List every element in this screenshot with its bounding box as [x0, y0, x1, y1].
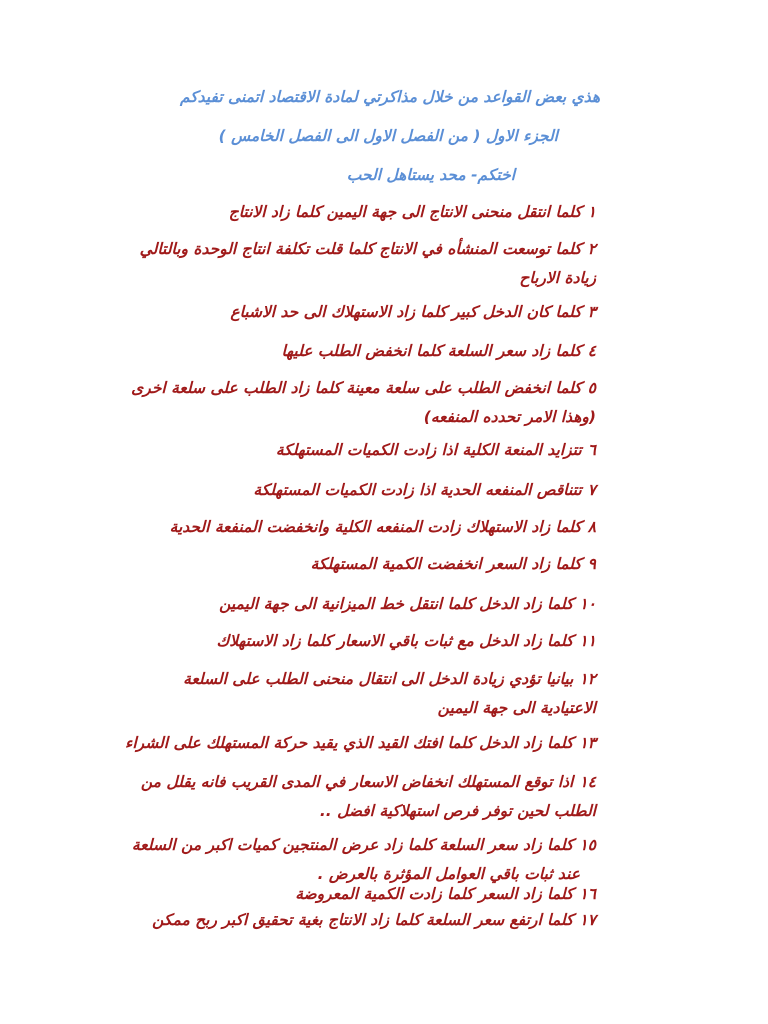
rule-item-12: ١٢بيانيا تؤدي زيادة الدخل الى انتقال منحنى الطلب على السلعة الاعتيادية الى جهة اليمين: [183, 670, 596, 717]
rule-item-16: ١٦كلما زاد السعر كلما زادت الكمية المعروضة: [295, 885, 596, 903]
rule-item-10: ١٠كلما زاد الدخل كلما انتقل خط الميزانية الى جهة اليمين: [219, 595, 596, 613]
rule-item-2: ٢كلما توسعت المنشأه في الانتاج كلما قلت تكلفة انتاج الوحدة وبالتالي زيادة الارباح: [139, 240, 596, 287]
rule-item-6: ٦تتزايد المنعة الكلية اذا زادت الكميات المستهلكة: [275, 441, 596, 459]
rule-item-17: ١٧كلما ارتفع سعر السلعة كلما زاد الانتاج بغية تحقيق اكبر ربح ممكن: [152, 911, 596, 929]
rule-item-14: ١٤اذا توقع المستهلك انخفاض الاسعار في المدى القريب فانه يقلل من الطلب لحين توفر فرص استهلاكية افضل ..: [140, 773, 596, 820]
rule-item-15: ١٥كلما زاد سعر السلعة كلما زاد عرض المنتجين كميات اكبر من السلعة عند ثبات باقي العوامل المؤثرة بالعرض .: [131, 836, 596, 883]
author-signature: اختكم- محد يستاهل الحب: [346, 166, 515, 184]
rule-item-13: ١٣كلما زاد الدخل كلما افتك القيد الذي يقيد حركة المستهلك على الشراء: [125, 734, 596, 752]
document-subtitle: الجزء الاول ( من الفصل الاول الى الفصل الخامس ): [218, 127, 558, 145]
rule-item-5: ٥كلما انخفض الطلب على سلعة معينة كلما زاد الطلب على سلعة اخرى (وهذا الامر تحدده المنفعه): [131, 379, 596, 426]
rule-item-7: ٧تتناقص المنفعه الحدية اذا زادت الكميات المستهلكة: [253, 481, 596, 499]
rule-item-9: ٩كلما زاد السعر انخفضت الكمية المستهلكة: [310, 555, 596, 573]
rule-item-1: ١كلما انتقل منحنى الانتاج الى جهة اليمين كلما زاد الانتاج: [228, 203, 596, 221]
rule-item-8: ٨كلما زاد الاستهلاك زادت المنفعه الكلية وانخفضت المنفعة الحدية: [169, 518, 596, 536]
rule-item-11: ١١كلما زاد الدخل مع ثبات باقي الاسعار كلما زاد الاستهلاك: [216, 632, 596, 650]
document-title: هذي بعض القواعد من خلال مذاكرتي لمادة الاقتصاد اتمنى تفيدكم: [179, 88, 600, 106]
rule-item-3: ٣كلما كان الدخل كبير كلما زاد الاستهلاك الى حد الاشباع: [230, 303, 596, 321]
rule-item-4: ٤كلما زاد سعر السلعة كلما انخفض الطلب عليها: [281, 342, 596, 360]
